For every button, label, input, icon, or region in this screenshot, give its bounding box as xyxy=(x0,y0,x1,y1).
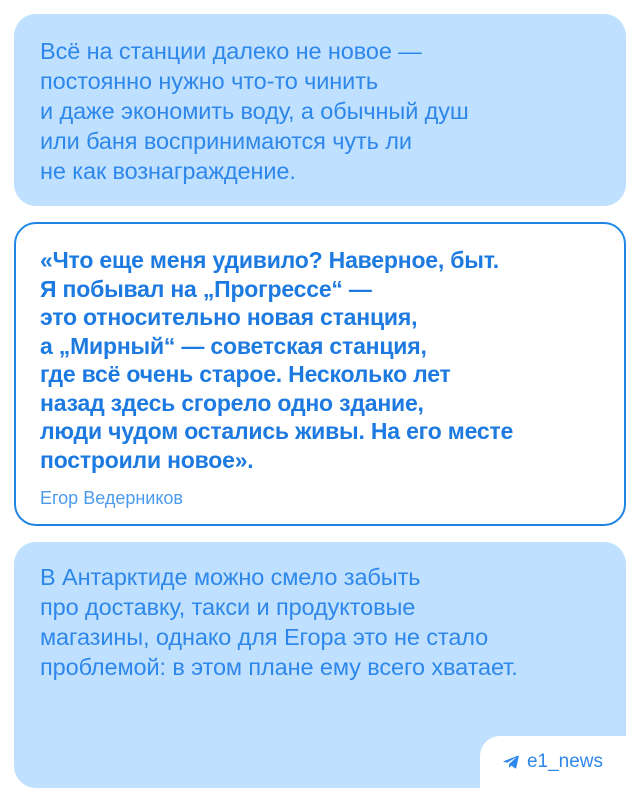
info-card-top xyxy=(14,14,626,206)
quote-text: «Что еще меня удивило? Наверное, быт. Я побывал на „Прогрессе“ — это относительно новая станция, а „Мирный“ — советская станция, где всё очень старое. Несколько лет назад здесь сгорело одно здание, люди чудом остались живы. На его месте построили новое». xyxy=(40,247,514,473)
quote-author: Егор Ведерников xyxy=(40,488,183,508)
info-text-bottom: В Антарктиде можно смело забыть про доставку, такси и продуктовые магазины, однако для Егора это не стало проблемой: в этом плане ему всего хватает. xyxy=(40,564,518,680)
quote-card xyxy=(14,222,626,526)
info-card-bottom xyxy=(14,542,626,788)
telegram-icon xyxy=(503,755,519,769)
source-badge[interactable] xyxy=(480,736,626,788)
badge-label: e1_news xyxy=(526,751,604,772)
info-text-top: Всё на станции далеко не новое — постоянно нужно что-то чинить и даже экономить воду, а обычный душ или баня воспринимаются чуть ли не как вознаграждение. xyxy=(40,38,469,184)
